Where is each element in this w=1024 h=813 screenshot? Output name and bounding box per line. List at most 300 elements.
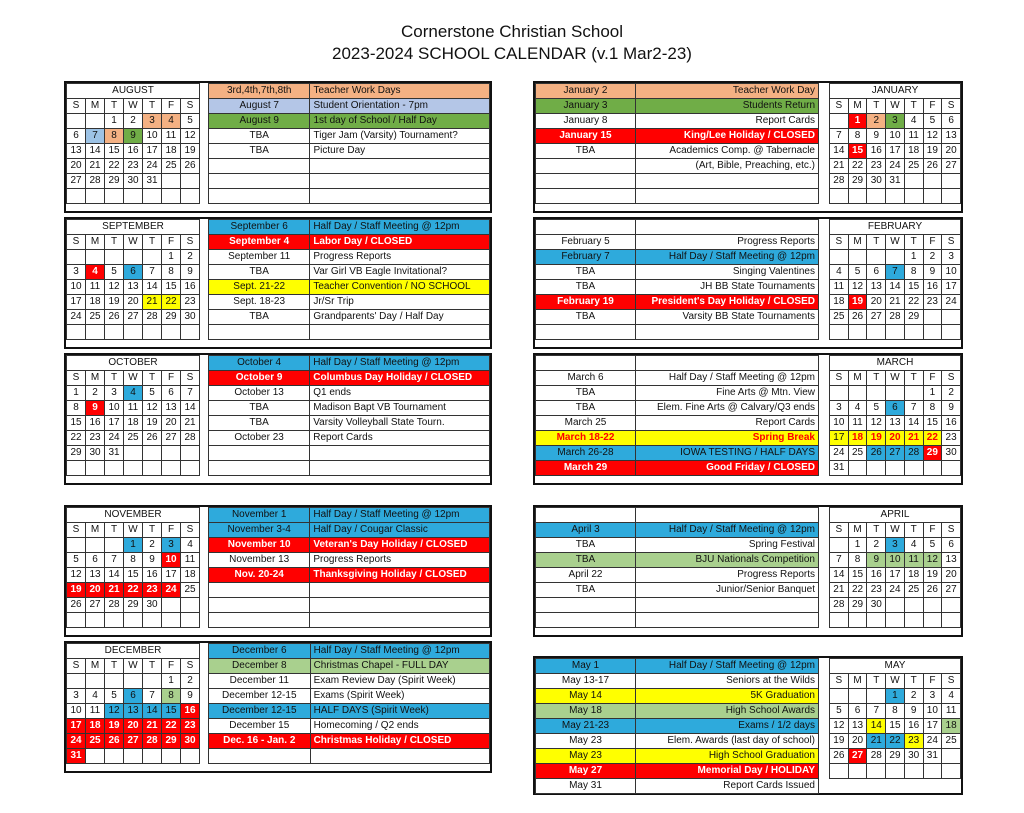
calendar-day: 20 xyxy=(942,568,961,583)
weekday-header: S xyxy=(67,659,86,674)
event-date: May 23 xyxy=(536,734,636,749)
calendar-day xyxy=(923,598,942,613)
calendar-day: 1 xyxy=(886,689,905,704)
calendar-day: 17 xyxy=(105,416,124,431)
event-row xyxy=(536,734,819,749)
calendar-day: 11 xyxy=(86,704,105,719)
event-row xyxy=(209,99,490,114)
calendar-week xyxy=(67,159,200,174)
calendar-day: 4 xyxy=(830,265,849,280)
event-description: Students Return xyxy=(636,99,819,114)
calendar-day: 20 xyxy=(848,734,867,749)
calendar-day: 20 xyxy=(124,719,143,734)
calendar-day: 4 xyxy=(86,265,105,280)
calendar-day: 20 xyxy=(86,583,105,598)
calendar-day xyxy=(923,461,942,476)
event-row xyxy=(536,719,819,734)
event-description: Junior/Senior Banquet xyxy=(636,583,819,598)
event-date: December 12-15 xyxy=(209,689,311,704)
event-row xyxy=(536,250,819,265)
calendar-day xyxy=(942,749,961,764)
event-row xyxy=(536,568,819,583)
event-date xyxy=(536,325,636,340)
calendar-day: 15 xyxy=(67,416,86,431)
calendar-day: 15 xyxy=(848,568,867,583)
event-date: TBA xyxy=(209,265,310,280)
calendar-week xyxy=(830,280,961,295)
event-description: Progress Reports xyxy=(310,553,490,568)
event-row xyxy=(536,325,819,340)
calendar-week xyxy=(830,416,961,431)
event-description: Report Cards xyxy=(636,416,819,431)
event-description: Thanksgiving Holiday / CLOSED xyxy=(310,568,490,583)
event-date: Nov. 20-24 xyxy=(209,568,310,583)
event-description xyxy=(310,446,490,461)
calendar-week xyxy=(67,416,200,431)
calendar-day xyxy=(124,613,143,628)
event-date: May 14 xyxy=(536,689,636,704)
event-description: Veteran's Day Holiday / CLOSED xyxy=(310,538,490,553)
event-description: HALF DAYS (Spirit Week) xyxy=(310,704,489,719)
calendar-day: 14 xyxy=(904,416,923,431)
calendar-day: 10 xyxy=(830,416,849,431)
calendar-day xyxy=(105,613,124,628)
event-description: Christmas Holiday / CLOSED xyxy=(310,734,489,749)
weekday-header: M xyxy=(86,523,105,538)
calendar-day: 23 xyxy=(923,295,942,310)
calendar-day: 24 xyxy=(67,734,86,749)
calendar-day: 23 xyxy=(867,159,886,174)
event-description xyxy=(636,325,819,340)
event-row xyxy=(536,446,819,461)
calendar-day: 30 xyxy=(904,749,923,764)
calendar-day: 30 xyxy=(181,310,200,325)
month-block-january xyxy=(533,81,963,213)
calendar-day: 23 xyxy=(124,159,143,174)
calendar-day xyxy=(942,174,961,189)
calendar-day: 3 xyxy=(886,114,905,129)
event-date: January 2 xyxy=(536,84,636,99)
event-date: Dec. 16 - Jan. 2 xyxy=(209,734,311,749)
calendar-day: 5 xyxy=(105,265,124,280)
calendar-day xyxy=(942,325,961,340)
event-description: Half Day / Cougar Classic xyxy=(310,523,490,538)
calendar-day xyxy=(162,189,181,204)
calendar-day xyxy=(86,461,105,476)
calendar-day xyxy=(181,749,200,764)
calendar-day: 14 xyxy=(105,568,124,583)
event-date: October 9 xyxy=(209,371,310,386)
weekday-header: T xyxy=(143,659,162,674)
event-row xyxy=(209,523,490,538)
calendar-week xyxy=(67,568,200,583)
calendar-day: 6 xyxy=(86,553,105,568)
calendar-week xyxy=(830,583,961,598)
event-description xyxy=(310,583,490,598)
calendar-day: 26 xyxy=(867,446,886,461)
event-date xyxy=(536,159,636,174)
calendar-day: 7 xyxy=(886,265,905,280)
event-date xyxy=(536,598,636,613)
calendar-day: 5 xyxy=(105,689,124,704)
calendar-week xyxy=(67,280,200,295)
event-description: Teacher Convention / NO SCHOOL xyxy=(310,280,490,295)
calendar-day: 21 xyxy=(886,295,905,310)
calendar-day: 8 xyxy=(848,553,867,568)
event-description: Academics Comp. @ Tabernacle xyxy=(636,144,819,159)
calendar-day: 24 xyxy=(162,583,181,598)
month-grid xyxy=(66,355,200,476)
calendar-day xyxy=(105,674,124,689)
calendar-week xyxy=(67,129,200,144)
calendar-day: 5 xyxy=(67,553,86,568)
calendar-day: 15 xyxy=(848,144,867,159)
month-grid xyxy=(66,643,200,764)
calendar-week xyxy=(67,538,200,553)
event-row xyxy=(536,159,819,174)
calendar-day: 21 xyxy=(867,734,886,749)
calendar-day: 2 xyxy=(181,250,200,265)
event-row xyxy=(209,674,490,689)
calendar-day xyxy=(105,749,124,764)
event-row xyxy=(209,265,490,280)
weekday-header: F xyxy=(162,371,181,386)
calendar-day xyxy=(923,325,942,340)
calendar-week xyxy=(67,189,200,204)
calendar-day: 9 xyxy=(867,553,886,568)
calendar-day xyxy=(904,461,923,476)
calendar-day: 25 xyxy=(181,583,200,598)
calendar-day xyxy=(162,446,181,461)
calendar-day xyxy=(67,613,86,628)
calendar-day xyxy=(105,250,124,265)
calendar-day: 2 xyxy=(867,538,886,553)
calendar-day: 6 xyxy=(124,265,143,280)
event-date: TBA xyxy=(209,416,310,431)
event-row xyxy=(536,538,819,553)
calendar-day: 30 xyxy=(942,446,961,461)
calendar-day: 29 xyxy=(162,734,181,749)
calendar-day: 29 xyxy=(124,598,143,613)
weekday-header: M xyxy=(848,99,867,114)
event-date: TBA xyxy=(209,401,310,416)
weekday-header: S xyxy=(942,523,961,538)
calendar-day xyxy=(143,461,162,476)
event-row xyxy=(209,749,490,764)
event-row xyxy=(209,734,490,749)
weekday-header: S xyxy=(830,235,849,250)
calendar-day: 25 xyxy=(830,310,849,325)
calendar-day xyxy=(848,764,867,779)
calendar-day xyxy=(904,764,923,779)
calendar-day: 20 xyxy=(942,144,961,159)
calendar-day xyxy=(886,325,905,340)
calendar-day xyxy=(942,310,961,325)
calendar-week xyxy=(67,250,200,265)
weekday-header: S xyxy=(67,523,86,538)
calendar-day: 9 xyxy=(181,265,200,280)
weekday-header: F xyxy=(162,235,181,250)
calendar-week xyxy=(67,174,200,189)
calendar-day: 7 xyxy=(105,553,124,568)
event-description: Report Cards Issued xyxy=(636,779,819,794)
event-list xyxy=(535,507,819,628)
calendar-week xyxy=(67,114,200,129)
calendar-day: 8 xyxy=(162,265,181,280)
calendar-day: 5 xyxy=(848,265,867,280)
calendar-day: 15 xyxy=(923,416,942,431)
calendar-day: 19 xyxy=(830,734,849,749)
calendar-day: 3 xyxy=(923,689,942,704)
calendar-day: 1 xyxy=(162,250,181,265)
calendar-day: 14 xyxy=(886,280,905,295)
event-list xyxy=(208,219,490,340)
calendar-day: 28 xyxy=(904,446,923,461)
calendar-day xyxy=(67,189,86,204)
calendar-day: 20 xyxy=(886,431,905,446)
calendar-day: 30 xyxy=(86,446,105,461)
weekday-header: S xyxy=(67,235,86,250)
calendar-day: 27 xyxy=(848,749,867,764)
calendar-day: 18 xyxy=(162,144,181,159)
event-date: May 18 xyxy=(536,704,636,719)
weekday-header: T xyxy=(143,371,162,386)
calendar-week xyxy=(67,325,200,340)
calendar-day: 6 xyxy=(67,129,86,144)
event-row xyxy=(209,598,490,613)
calendar-day xyxy=(848,689,867,704)
calendar-day xyxy=(867,325,886,340)
calendar-day: 21 xyxy=(143,295,162,310)
calendar-day xyxy=(942,764,961,779)
weekday-header: T xyxy=(867,523,886,538)
calendar-day: 6 xyxy=(848,704,867,719)
calendar-day: 22 xyxy=(162,719,181,734)
calendar-day xyxy=(904,613,923,628)
calendar-day: 7 xyxy=(181,386,200,401)
calendar-week xyxy=(830,689,961,704)
event-description: Progress Reports xyxy=(636,235,819,250)
month-name: OCTOBER xyxy=(67,356,200,371)
calendar-day: 2 xyxy=(923,250,942,265)
calendar-day: 12 xyxy=(923,129,942,144)
calendar-day xyxy=(942,189,961,204)
event-row xyxy=(536,129,819,144)
calendar-day: 22 xyxy=(162,295,181,310)
calendar-day: 8 xyxy=(904,265,923,280)
calendar-week xyxy=(830,553,961,568)
calendar-day: 3 xyxy=(143,114,162,129)
calendar-day: 8 xyxy=(162,689,181,704)
weekday-header: T xyxy=(105,371,124,386)
calendar-day: 10 xyxy=(942,265,961,280)
event-row xyxy=(536,431,819,446)
calendar-day: 1 xyxy=(923,386,942,401)
event-date xyxy=(209,613,310,628)
calendar-day: 16 xyxy=(124,144,143,159)
calendar-day: 16 xyxy=(867,568,886,583)
calendar-day: 8 xyxy=(105,129,124,144)
calendar-day xyxy=(86,613,105,628)
weekday-header: S xyxy=(67,371,86,386)
event-date: March 6 xyxy=(536,371,636,386)
calendar-day: 7 xyxy=(143,265,162,280)
calendar-day xyxy=(86,189,105,204)
calendar-day: 14 xyxy=(86,144,105,159)
calendar-day: 10 xyxy=(162,553,181,568)
calendar-day: 22 xyxy=(923,431,942,446)
event-description: Report Cards xyxy=(636,114,819,129)
event-description xyxy=(310,189,490,204)
weekday-header: T xyxy=(105,523,124,538)
event-row xyxy=(209,719,490,734)
event-description: Progress Reports xyxy=(310,250,490,265)
calendar-day xyxy=(942,613,961,628)
calendar-day xyxy=(67,674,86,689)
event-description: BJU Nationals Competition xyxy=(636,553,819,568)
event-description: Half Day / Staff Meeting @ 12pm xyxy=(636,371,819,386)
event-row xyxy=(209,280,490,295)
event-date: TBA xyxy=(536,401,636,416)
event-date: September 4 xyxy=(209,235,310,250)
calendar-day: 16 xyxy=(923,280,942,295)
event-description: Exams (Spirit Week) xyxy=(310,689,489,704)
calendar-day: 7 xyxy=(143,689,162,704)
calendar-day: 12 xyxy=(143,401,162,416)
calendar-day: 8 xyxy=(124,553,143,568)
calendar-day xyxy=(886,764,905,779)
month-grid xyxy=(829,658,961,779)
event-date: May 23 xyxy=(536,749,636,764)
month-name: MAY xyxy=(830,659,961,674)
calendar-day: 10 xyxy=(923,704,942,719)
calendar-week xyxy=(830,386,961,401)
calendar-day: 19 xyxy=(923,568,942,583)
calendar-day xyxy=(848,250,867,265)
event-date: December 15 xyxy=(209,719,311,734)
calendar-day: 22 xyxy=(105,159,124,174)
calendar-day: 12 xyxy=(923,553,942,568)
event-row xyxy=(209,144,490,159)
calendar-day: 5 xyxy=(830,704,849,719)
weekday-header: M xyxy=(86,371,105,386)
calendar-day: 9 xyxy=(867,129,886,144)
month-grid xyxy=(66,219,200,340)
event-description: High School Awards xyxy=(636,704,819,719)
calendar-day: 25 xyxy=(942,734,961,749)
calendar-day: 4 xyxy=(904,114,923,129)
event-date: TBA xyxy=(536,538,636,553)
event-description: Jr/Sr Trip xyxy=(310,295,490,310)
event-row xyxy=(209,644,490,659)
calendar-day xyxy=(162,325,181,340)
calendar-day: 3 xyxy=(886,538,905,553)
calendar-week xyxy=(830,613,961,628)
calendar-day: 4 xyxy=(162,114,181,129)
event-row xyxy=(536,764,819,779)
calendar-day: 1 xyxy=(124,538,143,553)
calendar-day: 14 xyxy=(830,144,849,159)
event-date xyxy=(536,508,636,523)
calendar-day: 2 xyxy=(942,386,961,401)
event-date xyxy=(209,325,310,340)
weekday-header: M xyxy=(86,235,105,250)
event-description xyxy=(636,356,819,371)
weekday-header: T xyxy=(867,99,886,114)
calendar-day: 30 xyxy=(181,734,200,749)
event-description xyxy=(636,508,819,523)
event-date: May 1 xyxy=(536,659,636,674)
event-date: December 8 xyxy=(209,659,311,674)
calendar-day xyxy=(886,250,905,265)
calendar-day xyxy=(830,689,849,704)
calendar-day xyxy=(124,325,143,340)
calendar-week xyxy=(830,704,961,719)
event-description: Tiger Jam (Varsity) Tournament? xyxy=(310,129,490,144)
event-description: Q1 ends xyxy=(310,386,490,401)
calendar-day: 17 xyxy=(923,719,942,734)
event-row xyxy=(209,568,490,583)
calendar-day xyxy=(162,461,181,476)
weekday-header: T xyxy=(904,674,923,689)
event-row xyxy=(536,280,819,295)
month-name: MARCH xyxy=(830,356,961,371)
event-description xyxy=(310,325,490,340)
calendar-week xyxy=(67,719,200,734)
calendar-day: 11 xyxy=(904,129,923,144)
event-date: October 4 xyxy=(209,356,310,371)
event-date: November 10 xyxy=(209,538,310,553)
event-description: Half Day / Staff Meeting @ 12pm xyxy=(636,250,819,265)
calendar-week xyxy=(830,250,961,265)
weekday-header: W xyxy=(886,235,905,250)
event-date: May 31 xyxy=(536,779,636,794)
event-date: March 18-22 xyxy=(536,431,636,446)
event-description xyxy=(310,598,490,613)
calendar-day: 28 xyxy=(105,598,124,613)
event-description: (Art, Bible, Preaching, etc.) xyxy=(636,159,819,174)
event-date: September 6 xyxy=(209,220,310,235)
event-date: October 23 xyxy=(209,431,310,446)
calendar-day xyxy=(86,749,105,764)
calendar-day: 14 xyxy=(143,280,162,295)
calendar-day: 26 xyxy=(830,749,849,764)
calendar-week xyxy=(830,325,961,340)
calendar-day: 2 xyxy=(143,538,162,553)
calendar-day: 15 xyxy=(124,568,143,583)
calendar-week xyxy=(830,719,961,734)
event-description: Elem. Awards (last day of school) xyxy=(636,734,819,749)
calendar-day: 29 xyxy=(848,174,867,189)
event-row xyxy=(209,371,490,386)
event-date: March 25 xyxy=(536,416,636,431)
weekday-header: S xyxy=(181,523,200,538)
weekday-header: F xyxy=(923,235,942,250)
calendar-day xyxy=(830,250,849,265)
calendar-day: 31 xyxy=(105,446,124,461)
calendar-week xyxy=(830,265,961,280)
calendar-day: 29 xyxy=(904,310,923,325)
calendar-day: 9 xyxy=(124,129,143,144)
weekday-header: S xyxy=(830,99,849,114)
weekday-header: T xyxy=(105,659,124,674)
weekday-header: M xyxy=(86,99,105,114)
calendar-day: 24 xyxy=(942,295,961,310)
calendar-day xyxy=(67,461,86,476)
calendar-day: 27 xyxy=(886,446,905,461)
event-row xyxy=(209,431,490,446)
event-date: November 13 xyxy=(209,553,310,568)
